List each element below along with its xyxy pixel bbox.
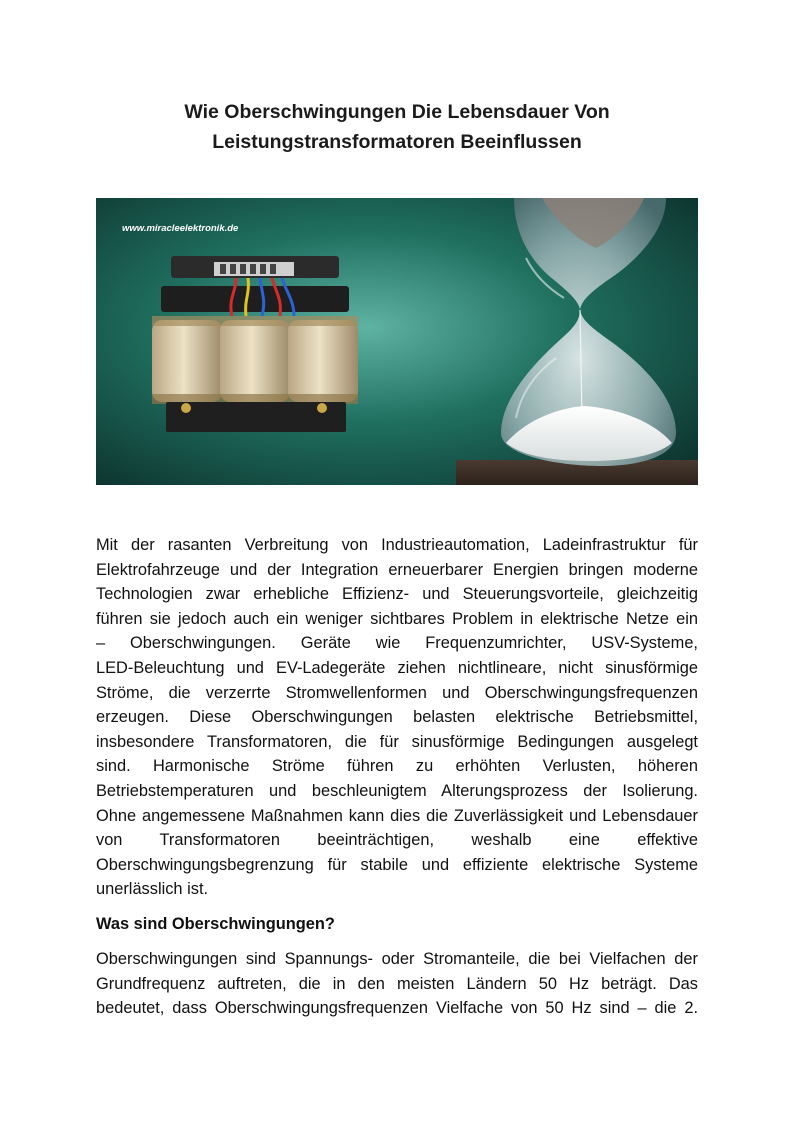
title-line-1: Wie Oberschwingungen Die Lebensdauer Von [184, 101, 610, 123]
paragraph-line: Technologien zwar erhebliche Effizienz- und Steuerungsvorteile, gleichzeitig [96, 585, 698, 604]
paragraph-line: von Transformatoren beeinträchtigen, weshalb eine effektive [96, 831, 698, 850]
paragraph-line: Ohne angemessene Maßnahmen kann dies die Zuverlässigkeit und Lebensdauer [96, 806, 698, 825]
watermark-text: www.miracleelektronik.de [122, 223, 239, 234]
paragraph-line: Grundfrequenz auftreten, die in den meisten Ländern 50 Hz beträgt. Das [96, 974, 698, 993]
paragraph-line: bedeutet, dass Oberschwingungsfrequenzen Vielfache von 50 Hz sind – die 2. [96, 999, 698, 1018]
paragraph-line: LED-Beleuchtung und EV-Ladegeräte ziehen nichtlineare, nicht sinusförmige [96, 658, 698, 677]
paragraph-line: Betriebstemperaturen und beschleunigtem Alterungsprozess der Isolierung. [96, 781, 698, 800]
paragraph-line: Oberschwingungen sind Spannungs- oder Stromanteile, die bei Vielfachen der [96, 950, 698, 968]
paragraph-line: Oberschwingungsbegrenzung für stabile und effiziente elektrische Systeme [96, 855, 698, 874]
title-line-2: Leistungstransformatoren Beeinflussen [212, 131, 582, 153]
hero-image [96, 198, 698, 485]
paragraph-line: sind. Harmonische Ströme führen zu erhöhten Verlusten, höheren [96, 757, 698, 776]
paragraph-line: Mit der rasanten Verbreitung von Industrieautomation, Ladeinfrastruktur für [96, 536, 698, 554]
paragraph-line: führen sie jedoch auch ein weniger sichtbares Problem in elektrische Netze ein [96, 609, 698, 628]
paragraph-line: Elektrofahrzeuge und der Integration erneuerbarer Energien bringen moderne [96, 560, 698, 579]
paragraph-line: insbesondere Transformatoren, die für sinusförmige Bedingungen ausgelegt [96, 732, 698, 751]
paragraph-line: unerlässlich ist. [96, 880, 209, 899]
hero-illustration [96, 198, 698, 485]
definition-paragraph [96, 947, 698, 1021]
intro-paragraph [96, 533, 698, 902]
document-title [96, 97, 698, 157]
paragraph-line: Ströme, die verzerrte Stromwellenformen und Oberschwingungsfrequenzen [96, 683, 698, 702]
section-heading: Was sind Oberschwingungen? [96, 915, 335, 933]
paragraph-line: erzeugen. Diese Oberschwingungen belasten elektrische Betriebsmittel, [96, 708, 698, 727]
paragraph-line: – Oberschwingungen. Geräte wie Frequenzumrichter, USV-Systeme, [96, 634, 698, 653]
